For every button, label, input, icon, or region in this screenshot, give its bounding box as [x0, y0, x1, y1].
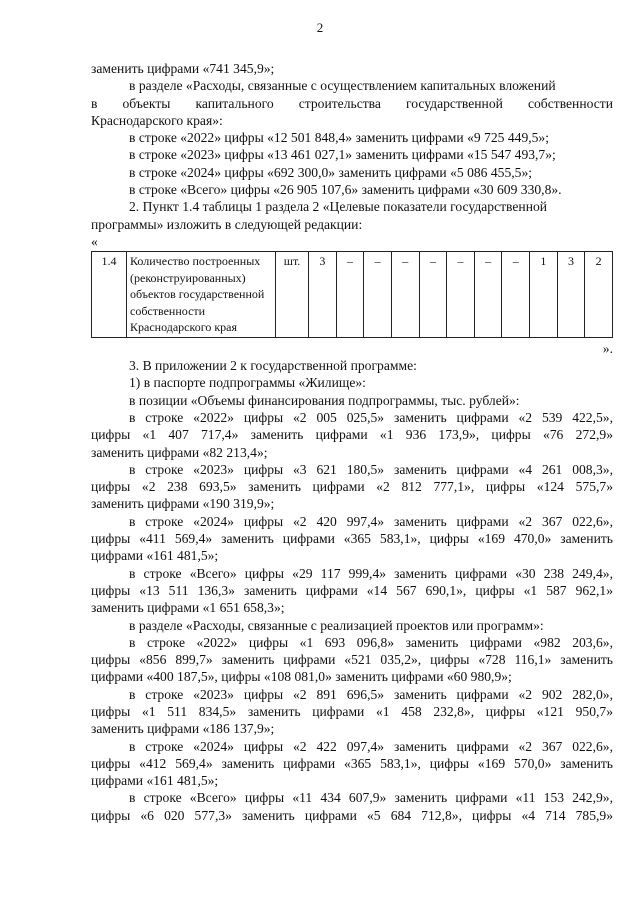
value-cell: 1: [530, 252, 558, 338]
value-cell: –: [364, 252, 392, 338]
projects-2022-line: в строке «2022» цифры «1 693 096,8» заменить цифрами «982 203,6»,: [129, 634, 613, 650]
funding-total-line: в строке «Всего» цифры «29 117 999,4» заменить цифрами «30 238 249,4»,: [129, 565, 613, 581]
indicator-table: [91, 251, 613, 338]
capital-row-2024: в строке «2024» цифры «692 300,0» заменить цифрами «5 086 455,5»;: [129, 164, 533, 180]
projects-2024-line: цифры «412 569,4» заменить цифрами «365 583,1», цифры «169 570,0» заменить: [91, 755, 613, 771]
value-cell: 2: [585, 252, 613, 338]
open-quote: «: [91, 233, 98, 249]
funding-2024-line: цифрами «161 481,5»;: [91, 548, 219, 564]
projects-2024-line: в строке «2024» цифры «2 422 097,4» заменить цифрами «2 367 022,6»,: [129, 738, 613, 754]
document-body: [91, 60, 613, 824]
projects-2023-line: цифры «1 511 834,5» заменить цифрами «1 458 232,8», цифры «121 950,7»: [91, 704, 613, 719]
funding-2024-line: цифры «411 569,4» заменить цифрами «365 583,1», цифры «169 470,0» заменить: [91, 531, 613, 547]
capital-row-2023: в строке «2023» цифры «13 461 027,1» заменить цифрами «15 547 493,7»;: [129, 147, 556, 163]
indicator-name: Количество построенных (реконструированных) объектов государственной собственности Краснодарского края: [127, 252, 276, 338]
capital-row-2022: в строке «2022» цифры «12 501 848,4» заменить цифрами «9 725 449,5»;: [129, 130, 550, 146]
item-3-1-text: 1) в паспорте подпрограммы «Жилище»:: [129, 375, 366, 391]
value-cell: –: [474, 252, 502, 338]
funding-total-line: цифры «13 511 136,3» заменить цифрами «14 567 690,1», цифры «1 587 962,1»: [91, 582, 613, 598]
section-capital-heading-end: Краснодарского края»:: [91, 112, 223, 128]
unit-cell: шт.: [276, 252, 309, 338]
value-cell: –: [391, 252, 419, 338]
projects-intro: в разделе «Расходы, связанные с реализацией проектов или программ»:: [129, 617, 544, 633]
projects-2023-line: заменить цифрами «186 137,9»;: [91, 721, 275, 737]
projects-2022-line: цифрами «400 187,5», цифры «108 081,0» заменить цифрами «60 980,9»;: [91, 669, 512, 685]
projects-total-line: в строке «Всего» цифры «11 434 607,9» заменить цифрами «11 153 242,9»,: [129, 790, 613, 806]
funding-2022-line: цифры «1 407 717,4» заменить цифрами «1 936 173,9», цифры «76 272,9»: [91, 427, 613, 443]
section-capital-heading: в разделе «Расходы, связанные с осуществлением капитальных вложений: [129, 78, 556, 94]
capital-row-total: в строке «Всего» цифры «26 905 107,6» заменить цифрами «30 609 330,8».: [129, 182, 562, 198]
table-row: [92, 252, 613, 338]
item-3-text: 3. В приложении 2 к государственной программе:: [129, 358, 417, 374]
page-number: 2: [316, 20, 324, 35]
value-cell: –: [447, 252, 475, 338]
projects-2023-line: в строке «2023» цифры «2 891 696,5» заменить цифрами «2 902 282,0»,: [129, 686, 613, 702]
row-number: 1.4: [92, 252, 127, 338]
value-cell: –: [502, 252, 530, 338]
funding-2023-line: в строке «2023» цифры «3 621 180,5» заменить цифрами «4 261 008,3»,: [129, 461, 613, 477]
text-line: заменить цифрами «741 345,9»;: [91, 61, 275, 76]
funding-2023-line: заменить цифрами «190 319,9»;: [91, 496, 275, 512]
value-cell: 3: [309, 252, 337, 338]
item-2-text: 2. Пункт 1.4 таблицы 1 раздела 2 «Целевые показатели государственной: [129, 199, 548, 215]
funding-intro: в позиции «Объемы финансирования подпрограммы, тыс. рублей»:: [129, 392, 520, 408]
projects-total-line: цифры «6 020 577,3» заменить цифрами «5 684 712,8», цифры «4 714 785,9»: [91, 807, 613, 823]
funding-2023-line: цифры «2 238 693,5» заменить цифрами «2 812 777,1», цифры «124 575,7»: [91, 479, 613, 495]
funding-2024-line: в строке «2024» цифры «2 420 997,4» заменить цифрами «2 367 022,6»,: [129, 513, 613, 529]
funding-total-line: заменить цифрами «1 651 658,3»;: [91, 600, 285, 616]
section-capital-heading-cont: в объекты капитального строительства государственной собственности: [91, 95, 613, 111]
value-cell: –: [336, 252, 364, 338]
projects-2022-line: цифры «856 899,7» заменить цифрами «521 035,2», цифры «728 116,1» заменить: [91, 652, 613, 668]
funding-2022-line: заменить цифрами «82 213,4»;: [91, 444, 268, 460]
item-2-text-cont: программы» изложить в следующей редакции:: [91, 216, 363, 232]
funding-2022-line: в строке «2022» цифры «2 005 025,5» заменить цифрами «2 539 422,5»,: [129, 409, 613, 425]
value-cell: –: [419, 252, 447, 338]
close-quote: ».: [602, 340, 613, 356]
projects-2024-line: цифрами «161 481,5»;: [91, 773, 219, 789]
value-cell: 3: [557, 252, 585, 338]
